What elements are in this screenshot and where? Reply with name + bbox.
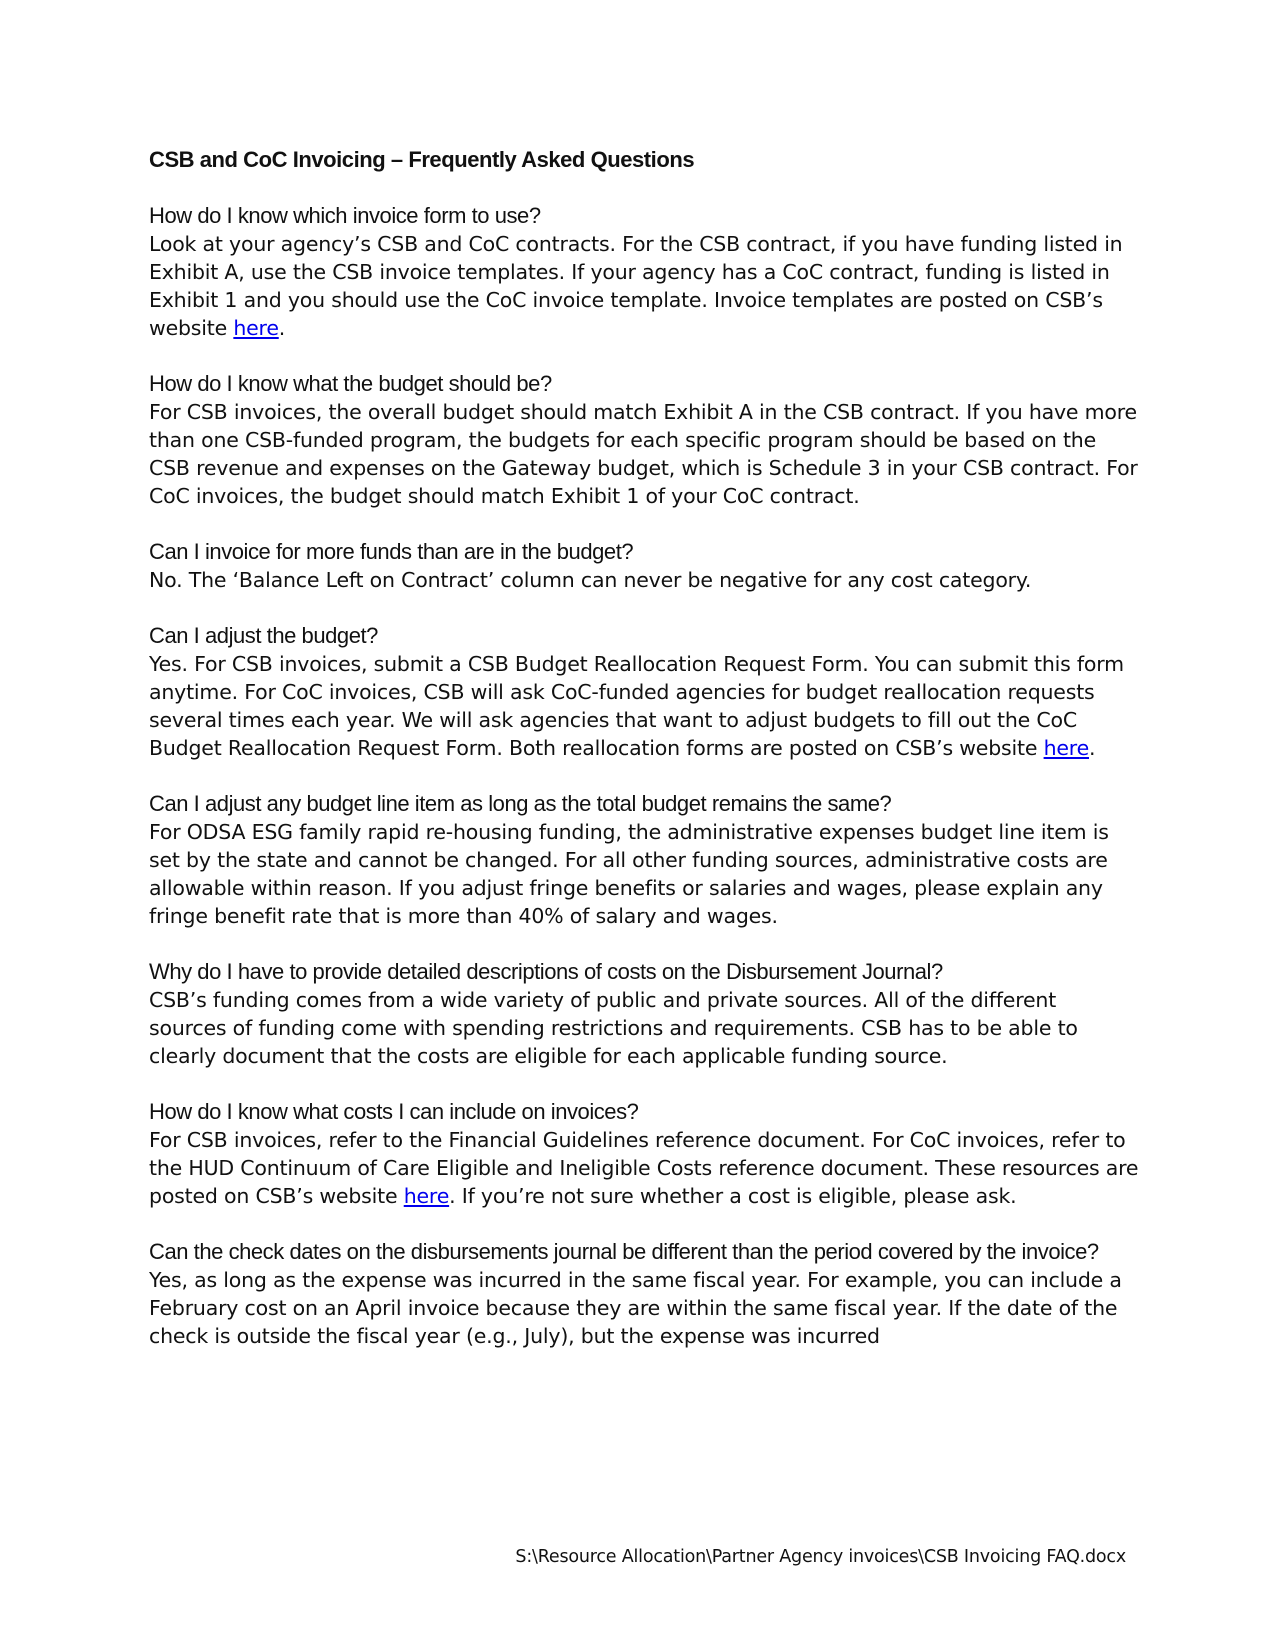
- faq-question: Can I adjust the budget?: [149, 623, 378, 648]
- footer-file-path: S:\Resource Allocation\Partner Agency invoices\CSB Invoicing FAQ.docx: [515, 1547, 1126, 1567]
- faq-answer-text: For CSB invoices, refer to the Financial Guidelines reference document. For CoC invoices, refer to the HUD Continuum of Care Eligible and Ineligible Costs reference document. These resources are posted on CSB’s website: [149, 1128, 1139, 1208]
- faq-item: [149, 1098, 1139, 1210]
- faq-answer-text: Yes. For CSB invoices, submit a CSB Budget Reallocation Request Form. You can submit this form anytime. For CoC invoices, CSB will ask CoC-funded agencies for budget reallocation requests several times each year. We will ask agencies that want to adjust budgets to fill out the CoC Budget Reallocation Request Form. Both reallocation forms are posted on CSB’s website: [149, 652, 1124, 760]
- faq-question: How do I know what costs I can include on invoices?: [149, 1099, 639, 1124]
- faq-answer-text: . If you’re not sure whether a cost is eligible, please ask.: [449, 1184, 1017, 1208]
- reallocation-forms-link[interactable]: here: [1043, 736, 1089, 760]
- faq-answer: CSB’s funding comes from a wide variety of public and private sources. All of the different sources of funding come with spending restrictions and requirements. CSB has to be able to clearly document that the costs are eligible for each applicable funding source.: [149, 988, 1078, 1068]
- document-title: CSB and CoC Invoicing – Frequently Asked Questions: [149, 147, 695, 172]
- faq-answer: For CSB invoices, the overall budget should match Exhibit A in the CSB contract. If you have more than one CSB-funded program, the budgets for each specific program should be based on the CSB revenue and expenses on the Gateway budget, which is Schedule 3 in your CSB contract. For CoC invoices, the budget should match Exhibit 1 of your CoC contract.: [149, 400, 1138, 508]
- faq-question: Can the check dates on the disbursements journal be different than the period covered by the invoice?: [149, 1239, 1099, 1264]
- faq-question: Why do I have to provide detailed descriptions of costs on the Disbursement Journal?: [149, 959, 943, 984]
- faq-answer-text: .: [278, 316, 286, 340]
- faq-answer: [149, 1126, 1139, 1210]
- faq-item: [149, 622, 1139, 762]
- faq-item: [149, 370, 1139, 510]
- invoice-templates-link[interactable]: here: [233, 316, 279, 340]
- faq-answer: For ODSA ESG family rapid re-housing funding, the administrative expenses budget line item is set by the state and cannot be changed. For all other funding sources, administrative costs are allowable within reason. If you adjust fringe benefits or salaries and wages, please explain any fringe benefit rate that is more than 40% of salary and wages.: [149, 820, 1109, 928]
- faq-question: How do I know which invoice form to use?: [149, 203, 541, 228]
- guidelines-resources-link[interactable]: here: [403, 1184, 450, 1208]
- faq-answer-text: .: [1089, 736, 1096, 760]
- faq-answer: [149, 230, 1139, 342]
- faq-item: [149, 958, 1139, 1070]
- faq-answer: [149, 650, 1139, 762]
- faq-answer-text: Look at your agency’s CSB and CoC contracts. For the CSB contract, if you have funding listed in Exhibit A, use the CSB invoice templates. If your agency has a CoC contract, funding is listed in Exhibit 1 and you should use the CoC invoice template. Invoice templates are posted on CSB’s website: [149, 232, 1123, 340]
- faq-item: [149, 538, 1139, 594]
- faq-item: [149, 790, 1139, 930]
- faq-item: [149, 202, 1139, 342]
- faq-answer: Yes, as long as the expense was incurred in the same fiscal year. For example, you can include a February cost on an April invoice because they are within the same fiscal year. If the date of the check is outside the fiscal year (e.g., July), but the expense was incurred: [149, 1268, 1122, 1348]
- faq-item: [149, 1238, 1139, 1350]
- document-page: [149, 146, 1139, 1378]
- faq-answer: No. The ‘Balance Left on Contract’ column can never be negative for any cost category.: [149, 568, 1032, 592]
- faq-question: How do I know what the budget should be?: [149, 371, 552, 396]
- faq-question: Can I invoice for more funds than are in the budget?: [149, 539, 634, 564]
- faq-question: Can I adjust any budget line item as long as the total budget remains the same?: [149, 791, 892, 816]
